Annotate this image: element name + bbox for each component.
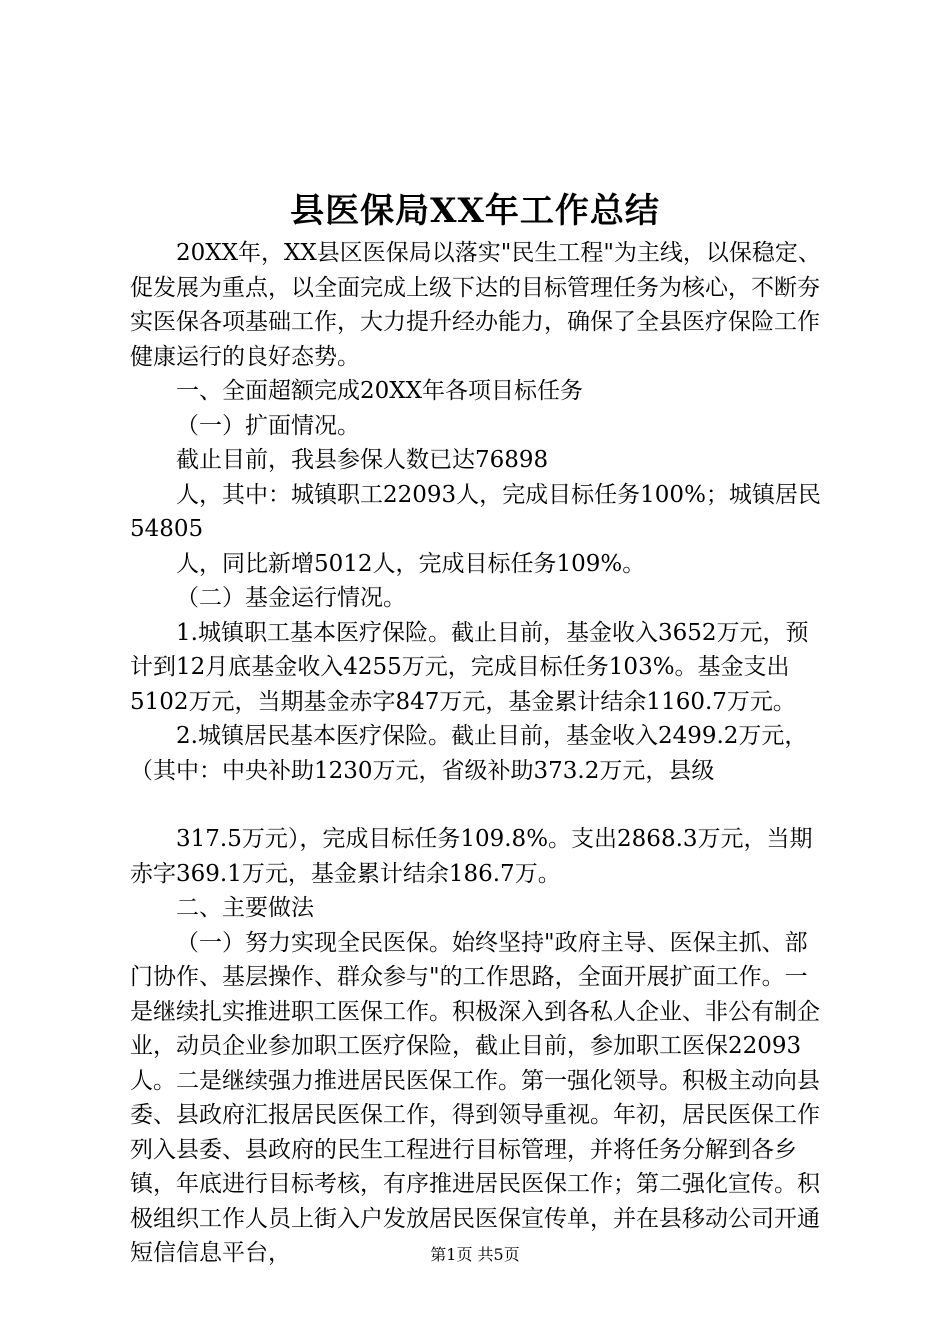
section-heading-1: 一、全面超额完成20XX年各项目标任务 xyxy=(176,378,584,404)
document-title: 县医保局XX年工作总结 xyxy=(290,191,660,231)
paragraph-universal-coverage: （一）努力实现全民医保。始终坚持"政府主导、医保主抓、部门协作、基层操作、群众参与"的工作思路，全面开展扩面工作。一是继续扎实推进职工医保工作。积极深入到各私人企业、非公有制企业，动员企业参加职工医疗保险，截止目前，参加职工医保22093人。二是继续强力推进居民医保工作。第一强化领导。积极主动向县委、县政府汇报居民医保工作，得到领导重视。年初，居民医保工作列入县委、县政府的民生工程进行目标管理，并将任务分解到各乡镇，年底进行目标考核，有序推进居民医保工作；第二强化宣传。积极组织工作人员上街入户发放居民医保宣传单，并在县移动公司开通短信信息平台， xyxy=(130,929,820,1266)
subsection-heading-coverage: （一）扩面情况。 xyxy=(176,412,360,439)
paragraph-coverage-total: 截止目前，我县参保人数已达76898 xyxy=(176,447,549,473)
paragraph-coverage-increase: 人，同比新增5012人，完成目标任务109%。 xyxy=(176,550,646,577)
section-heading-2: 二、主要做法 xyxy=(176,895,314,921)
paragraph-intro: 20XX年，XX县区医保局以落实"民生工程"为主线，以保稳定、促发展为重点，以全面完成上级下达的目标管理任务为核心，不断夯实医保各项基础工作，大力提升经办能力，确保了全县医疗保险工作健康运行的良好态势。 xyxy=(130,240,821,370)
paragraph-resident-insurance-cont: 317.5万元），完成目标任务109.8%。支出2868.3万元，当期赤字369.1万元，基金累计结余186.7万。 xyxy=(130,826,813,887)
paragraph-gap xyxy=(130,788,830,822)
document-body xyxy=(130,236,830,1271)
paragraph-employee-insurance: 1.城镇职工基本医疗保险。截止目前，基金收入3652万元，预计到12月底基金收入4255万元，完成目标任务103%。基金支出5102万元，当期基金赤字847万元，基金累计结余1160.7万元。 xyxy=(130,619,809,715)
page-footer: 第1页 共5页 xyxy=(430,1245,520,1264)
subsection-heading-fund: （二）基金运行情况。 xyxy=(176,585,406,611)
paragraph-coverage-breakdown: 人，其中：城镇职工22093人，完成目标任务100%；城镇居民54805 xyxy=(130,481,821,542)
paragraph-resident-insurance: 2.城镇居民基本医疗保险。截止目前，基金收入2499.2万元，（其中：中央补助1230万元，省级补助373.2万元，县级 xyxy=(130,723,808,784)
